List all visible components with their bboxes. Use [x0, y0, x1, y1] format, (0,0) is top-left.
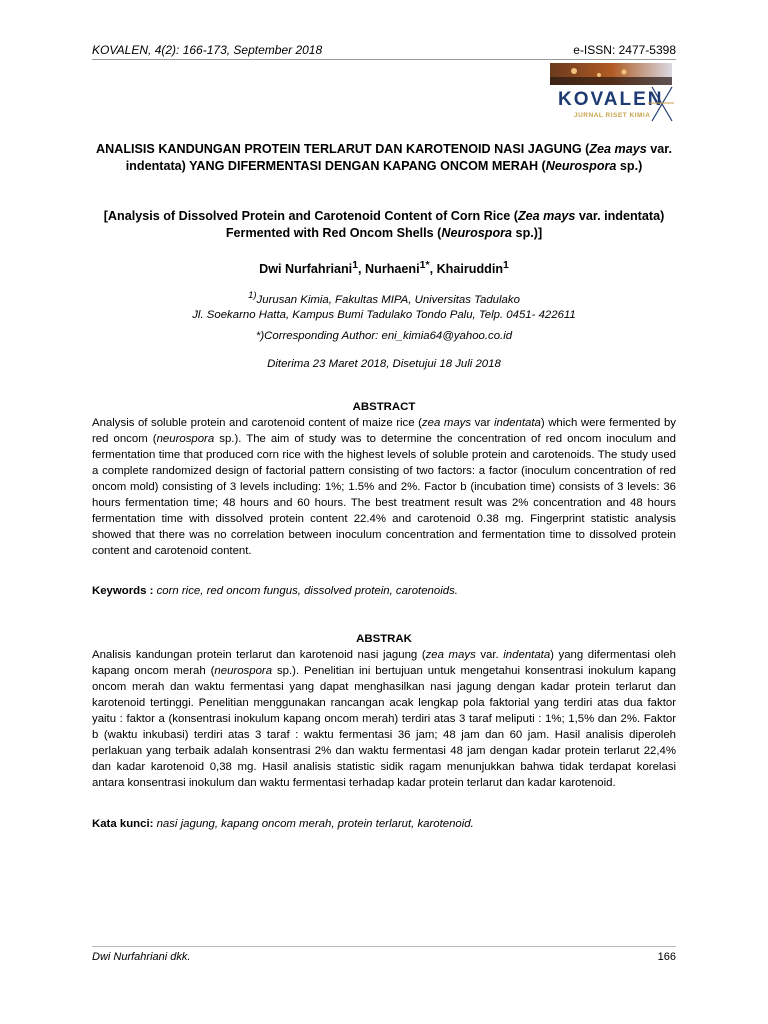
abstrak-text: sp.). Penelitian ini bertujuan untuk mengetahui konsentrasi inokulum kapang oncom merah dan waktu fermentasi yang dapat menghasilkan nasi jagung dengan kadar protein terlarut dan karotenoid tertinggi. Penelitian menggunakan rancangan acak lengkap pola faktorial yang terdiri atas dua faktor yaitu : faktor a (konsentrasi inokulum kapang oncom merah) terdiri atas 3 taraf meliputi : 1%; 1,5% dan 2%. Faktor b (waktu inkubasi) terdiri atas 3 taraf : waktu fermentasi 36 jam; 48 jam dan 60 jam. Hasil analisis diperoleh perlakuan yang terbaik adalah konsentrasi 2% dan waktu fermentasi 48 jam dengan kadar protein terlarut 22,4% dan kadar karotenoid 0,38 mg. Hasil analisis statistic sidik ragam menunjukkan bahwa tidak terdapat korelasi antara konsentrasi inokulum dan waktu fermentasi terhadap kadar protein terlarut dan kadar karotenoid.: [92, 665, 676, 789]
abstract-text: ) which were fermented by red oncom (: [92, 417, 676, 445]
title-en-italic1: Zea mays: [517, 209, 576, 223]
svg-text:JURNAL RISET KIMIA: JURNAL RISET KIMIA: [574, 112, 651, 119]
title-en-part1: [Analysis of Dissolved Protein and Carotenoid Content of Corn Rice (: [103, 209, 518, 223]
affiliation-sup: 1): [248, 290, 257, 301]
abstrak-text: Analisis kandungan protein terlarut dan karotenoid nasi jagung (: [92, 649, 426, 661]
corresponding-author: *)Corresponding Author: eni_kimia64@yahoo.co.id: [255, 330, 513, 342]
abstract-body: [92, 415, 676, 559]
author-2-affil: 1*: [419, 259, 430, 271]
title-en-italic2: Neurospora: [441, 226, 513, 240]
affiliation-line-1: [92, 288, 676, 308]
keywords-label: Keywords :: [92, 585, 154, 597]
abstrak-italic: zea mays: [425, 649, 476, 661]
abstrak-heading: ABSTRAK: [356, 633, 412, 645]
affiliation-line-2: Jl. Soekarno Hatta, Kampus Bumi Tadulako Tondo Palu, Telp. 0451- 422611: [192, 308, 576, 321]
author-2: Nurhaeni: [365, 262, 420, 277]
footer-rule: [92, 946, 676, 947]
abstrak-text: var.: [475, 649, 504, 661]
author-3: Khairuddin: [436, 262, 504, 277]
abstract-text: var: [471, 417, 494, 429]
title-en-part2: var. indentata) Fermented with Red Oncom Shells (: [225, 209, 665, 240]
abstract-text: sp.). The aim of study was to determine the concentration of red oncom inoculum and fermentation time that produced corn rice with the highest levels of soluble protein and carotenoids. The study used a complete randomized design of factorial pattern consisting of two factors: a factor (inoculum concentration of red oncom mold) consisting of 3 levels including: 1%; 1.5% and 2%. Factor b (incubation time) consists of 3 levels: 36 hours fermentation time; 48 hours and 60 hours. The best treatment result was 2% concentration and 48 hours fermentation time with dissolved protein content 22.4% and carotenoid 0.38 mg. Fingerprint statistic analysis showed that there was no correlation between inoculum concentration and fermentation time to dissolved protein content and carotenoid content.: [92, 433, 677, 557]
abstract-text: Analysis of soluble protein and carotenoid content of maize rice (: [92, 417, 422, 429]
header-rule: [92, 59, 676, 60]
title-indonesian: [92, 141, 676, 175]
abstract-italic: indentata: [493, 417, 541, 429]
abstrak-body: [92, 647, 676, 791]
affiliation-dept: Jurusan Kimia, Fakultas MIPA, Universitas Tadulako: [256, 293, 520, 306]
received-accepted-dates: Diterima 23 Maret 2018, Disetujui 18 Juli 2018: [267, 358, 501, 370]
title-id-part1: ANALISIS KANDUNGAN PROTEIN TERLARUT DAN KAROTENOID NASI JAGUNG (: [96, 142, 590, 156]
journal-logo: [544, 63, 676, 125]
journal-citation: KOVALEN, 4(2): 166-173, September 2018: [92, 43, 323, 57]
keywords-values: corn rice, red oncom fungus, dissolved protein, carotenoids.: [153, 585, 458, 597]
author-separator: ,: [429, 262, 437, 277]
abstrak-text: ) yang difermentasi oleh kapang oncom merah (: [92, 649, 676, 677]
author-3-affil: 1: [503, 259, 509, 271]
author-separator: ,: [358, 262, 366, 277]
title-id-italic2: Neurospora: [545, 159, 617, 173]
title-en-part3: sp.)]: [512, 226, 543, 240]
keywords-indonesian: [92, 818, 676, 830]
title-id-part2: var. indentata) YANG DIFERMENTASI DENGAN KAPANG ONCOM MERAH (: [125, 142, 672, 173]
abstract-italic: zea mays: [421, 417, 472, 429]
footer-author: Dwi Nurfahriani dkk.: [92, 951, 191, 963]
keywords-english: [92, 585, 676, 597]
abstract-heading: ABSTRACT: [352, 401, 416, 413]
abstrak-italic: neurospora: [214, 665, 273, 677]
author-1-affil: 1: [352, 259, 359, 271]
kata-kunci-label: Kata kunci:: [92, 818, 154, 830]
author-list: [92, 259, 676, 276]
affiliation: [92, 288, 676, 323]
abstrak-italic: indentata: [503, 649, 551, 661]
kata-kunci-values: nasi jagung, kapang oncom merah, protein terlarut, karotenoid.: [153, 818, 474, 830]
svg-text:KOVALEN: KOVALEN: [558, 89, 664, 110]
page-number: 166: [657, 951, 676, 963]
abstract-italic: neurospora: [156, 433, 215, 445]
title-id-italic1: Zea mays: [589, 142, 647, 156]
title-english: [92, 208, 676, 242]
issn: e-ISSN: 2477-5398: [573, 43, 676, 57]
title-id-part3: sp.): [616, 159, 643, 173]
author-1: Dwi Nurfahriani: [259, 262, 353, 277]
